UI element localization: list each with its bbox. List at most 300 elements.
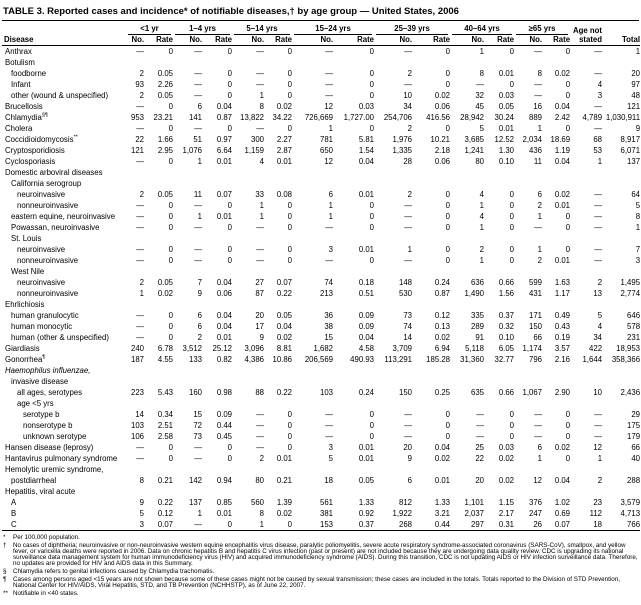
- value-cell: —: [594, 256, 603, 265]
- value-cell: 300: [251, 135, 265, 144]
- value-cell: 796: [529, 355, 543, 364]
- value-cell: 18.69: [550, 135, 571, 144]
- value-cell: [232, 398, 264, 409]
- value-cell: 13,822: [240, 113, 265, 122]
- footnote-item: [2, 591, 639, 597]
- value-cell: 25.12: [212, 344, 233, 353]
- value-cell: —: [136, 443, 144, 452]
- age-group-header-row: [2, 22, 640, 35]
- value-cell: —: [136, 157, 144, 166]
- value-cell: 150: [529, 322, 543, 331]
- value-cell: 599: [529, 278, 543, 287]
- value-cell: 48: [631, 91, 641, 100]
- value-cell: 0.01: [276, 157, 293, 166]
- value-cell: [173, 57, 202, 68]
- value-cell: 2: [197, 333, 202, 342]
- value-cell: 0: [565, 47, 571, 56]
- value-cell: 490.93: [350, 355, 375, 364]
- value-cell: 1: [328, 201, 334, 210]
- value-cell: [602, 486, 640, 497]
- value-cell: 66: [533, 333, 543, 342]
- value-cell: 0.01: [276, 454, 293, 463]
- value-cell: 0.04: [358, 157, 375, 166]
- value-cell: [602, 167, 640, 178]
- value-cell: [412, 178, 450, 189]
- value-cell: [126, 398, 144, 409]
- disease-label: California serogroup: [11, 179, 82, 188]
- value-cell: 1.56: [498, 289, 515, 298]
- value-cell: 1,644: [582, 355, 603, 364]
- footnote-item: [2, 543, 639, 567]
- section-header-row: [2, 233, 640, 244]
- value-cell: 4.55: [157, 355, 173, 364]
- value-cell: 0.02: [554, 190, 571, 199]
- value-cell: [126, 57, 144, 68]
- value-cell: —: [136, 322, 144, 331]
- value-cell: 6: [537, 443, 543, 452]
- value-cell: 206,569: [304, 355, 334, 364]
- value-cell: 0.01: [554, 201, 571, 210]
- value-cell: 6.64: [216, 146, 233, 155]
- value-cell: [484, 376, 514, 387]
- value-cell: 1.30: [498, 146, 515, 155]
- value-cell: 16: [533, 102, 543, 111]
- value-cell: [232, 365, 264, 376]
- value-cell: [202, 57, 232, 68]
- table-row: [2, 288, 640, 299]
- value-cell: 2: [537, 201, 543, 210]
- value-cell: [570, 299, 602, 310]
- value-cell: —: [325, 47, 334, 56]
- value-cell: [173, 178, 202, 189]
- value-cell: 106: [130, 432, 144, 441]
- value-cell: 6: [197, 322, 202, 331]
- value-cell: [602, 299, 640, 310]
- value-cell: [514, 464, 542, 475]
- no-column-header: No.: [450, 35, 484, 46]
- value-cell: [450, 299, 484, 310]
- value-cell: —: [256, 421, 265, 430]
- value-cell: 1,067: [522, 388, 543, 397]
- value-cell: 0: [287, 520, 293, 529]
- value-cell: 0: [445, 421, 451, 430]
- value-cell: 13: [593, 289, 603, 298]
- value-cell: 0.07: [554, 520, 571, 529]
- value-cell: [126, 178, 144, 189]
- value-cell: 12: [593, 443, 603, 452]
- section-header-row: [2, 57, 640, 68]
- value-cell: 1: [479, 47, 485, 56]
- table-row: [2, 101, 640, 112]
- value-cell: 45: [475, 102, 485, 111]
- age-group-label: ≥65 yrs: [516, 24, 568, 35]
- value-cell: 0.45: [216, 432, 233, 441]
- value-cell: [264, 167, 292, 178]
- disease-label: C: [11, 520, 17, 529]
- table-row: [2, 475, 640, 486]
- value-cell: 38: [324, 322, 334, 331]
- value-cell: 11: [193, 190, 202, 199]
- value-cell: 12: [324, 157, 334, 166]
- value-cell: [484, 398, 514, 409]
- value-cell: [144, 365, 173, 376]
- value-cell: [264, 464, 292, 475]
- value-cell: 0.66: [498, 278, 515, 287]
- value-cell: 51: [193, 135, 202, 144]
- value-cell: 288: [627, 476, 641, 485]
- value-cell: 15: [324, 333, 334, 342]
- value-cell: 4.58: [358, 344, 375, 353]
- value-cell: 91: [475, 333, 485, 342]
- disease-label: nonneuroinvasive: [17, 201, 79, 210]
- value-cell: 889: [529, 113, 543, 122]
- value-cell: 14: [403, 333, 413, 342]
- value-cell: [374, 464, 412, 475]
- disease-label: Cyclosporiasis: [5, 157, 56, 166]
- value-cell: 0.51: [358, 289, 375, 298]
- value-cell: 635: [471, 388, 485, 397]
- value-cell: 0.09: [358, 311, 375, 320]
- value-cell: 112: [589, 509, 603, 518]
- value-cell: 0: [369, 212, 375, 221]
- value-cell: 0.49: [554, 311, 571, 320]
- value-cell: 6: [197, 311, 202, 320]
- value-cell: 1,335: [392, 146, 413, 155]
- value-cell: —: [404, 256, 413, 265]
- value-cell: —: [256, 256, 265, 265]
- value-cell: 1: [597, 157, 603, 166]
- value-cell: 2.17: [498, 509, 515, 518]
- value-cell: 0: [227, 223, 233, 232]
- value-cell: 32.77: [494, 355, 515, 364]
- value-cell: —: [256, 80, 265, 89]
- disease-label: Chlamydia§¶: [5, 112, 48, 122]
- value-cell: 0: [445, 80, 451, 89]
- value-cell: —: [594, 432, 603, 441]
- value-cell: [232, 167, 264, 178]
- value-cell: —: [194, 80, 202, 89]
- value-cell: —: [194, 201, 202, 210]
- value-cell: 0: [287, 201, 293, 210]
- footnote-text: Per 100,000 population.: [13, 534, 80, 541]
- value-cell: 137: [627, 157, 641, 166]
- value-cell: 148: [399, 278, 413, 287]
- value-cell: 0.05: [157, 190, 173, 199]
- value-cell: 381: [320, 509, 334, 518]
- value-cell: 33: [255, 190, 265, 199]
- value-cell: —: [194, 256, 202, 265]
- value-cell: 0: [509, 190, 515, 199]
- value-cell: 0.01: [434, 476, 451, 485]
- value-cell: 6: [328, 190, 334, 199]
- value-cell: —: [404, 47, 413, 56]
- value-cell: —: [404, 410, 413, 419]
- disease-label: Brucellosis: [5, 102, 43, 111]
- value-cell: 0: [287, 124, 293, 133]
- value-cell: [126, 486, 144, 497]
- value-cell: —: [194, 223, 202, 232]
- value-cell: 0: [287, 421, 293, 430]
- value-cell: —: [136, 333, 144, 342]
- section-header-row: [2, 178, 640, 189]
- value-cell: 376: [529, 498, 543, 507]
- value-cell: [542, 464, 570, 475]
- disease-label: Hantavirus pulmonary syndrome: [5, 454, 118, 463]
- table-row: [2, 79, 640, 90]
- value-cell: 0: [227, 91, 233, 100]
- value-cell: 0.02: [498, 454, 515, 463]
- value-cell: [514, 486, 542, 497]
- disease-label: nonserotype b: [23, 421, 73, 430]
- value-cell: [602, 57, 640, 68]
- value-cell: [173, 299, 202, 310]
- value-cell: 0: [369, 432, 375, 441]
- value-cell: [292, 376, 333, 387]
- value-cell: 953: [130, 113, 144, 122]
- value-cell: [202, 398, 232, 409]
- value-cell: [126, 464, 144, 475]
- value-cell: [374, 266, 412, 277]
- value-cell: —: [594, 223, 603, 232]
- value-cell: —: [534, 80, 543, 89]
- footnote-marker: **: [73, 134, 78, 141]
- value-cell: 2: [597, 476, 603, 485]
- value-cell: —: [194, 124, 202, 133]
- value-cell: 0.04: [216, 278, 233, 287]
- section-header-row: [2, 376, 640, 387]
- value-cell: 12: [533, 476, 543, 485]
- disease-label: Botulism: [5, 58, 35, 67]
- value-cell: 0: [509, 47, 515, 56]
- value-cell: 20: [403, 443, 413, 452]
- value-cell: —: [476, 410, 485, 419]
- value-cell: [570, 365, 602, 376]
- value-cell: 1,922: [392, 509, 413, 518]
- value-cell: [144, 178, 173, 189]
- value-cell: 87: [255, 289, 265, 298]
- value-cell: 5: [597, 311, 603, 320]
- value-cell: [202, 167, 232, 178]
- value-cell: [412, 376, 450, 387]
- age-group-header: [126, 22, 173, 35]
- value-cell: 1: [537, 245, 543, 254]
- value-cell: [202, 266, 232, 277]
- disease-label: neuroinvasive: [17, 245, 66, 254]
- value-cell: [264, 299, 292, 310]
- value-cell: 0.01: [498, 124, 515, 133]
- value-cell: [144, 398, 173, 409]
- value-cell: 1,727.00: [343, 113, 375, 122]
- value-cell: [292, 464, 333, 475]
- value-cell: 28,942: [460, 113, 485, 122]
- value-cell: 2.58: [157, 432, 173, 441]
- value-cell: 268: [399, 520, 413, 529]
- value-cell: 5.81: [358, 135, 375, 144]
- value-cell: 9: [259, 333, 265, 342]
- value-cell: [542, 57, 570, 68]
- value-cell: 25: [475, 443, 485, 452]
- value-cell: 636: [471, 278, 485, 287]
- value-cell: 0: [445, 256, 451, 265]
- value-cell: 9: [635, 124, 641, 133]
- disease-label: Coccidioidomycosis**: [5, 134, 78, 144]
- value-cell: [450, 167, 484, 178]
- value-cell: [570, 167, 602, 178]
- value-cell: 0: [369, 256, 375, 265]
- disease-label: invasive disease: [11, 377, 69, 386]
- value-cell: [412, 365, 450, 376]
- value-cell: 0.07: [216, 190, 233, 199]
- value-cell: 1: [259, 201, 265, 210]
- value-cell: 0: [227, 47, 233, 56]
- value-cell: [264, 178, 292, 189]
- value-cell: [202, 464, 232, 475]
- value-cell: 153: [320, 520, 334, 529]
- value-cell: 27: [255, 278, 265, 287]
- value-cell: —: [594, 102, 603, 111]
- disease-label: serotype b: [23, 410, 60, 419]
- value-cell: 0.09: [358, 322, 375, 331]
- value-cell: 335: [471, 311, 485, 320]
- value-cell: 0.87: [216, 113, 233, 122]
- value-cell: 578: [627, 322, 641, 331]
- value-cell: [202, 233, 232, 244]
- value-cell: 0.37: [498, 311, 515, 320]
- disease-label: Cholera: [5, 124, 33, 133]
- value-cell: 3: [635, 256, 641, 265]
- value-cell: 3,096: [244, 344, 265, 353]
- value-cell: 1.33: [358, 498, 375, 507]
- value-cell: 0.07: [276, 278, 293, 287]
- value-cell: 1,101: [464, 498, 485, 507]
- value-cell: 6.05: [498, 344, 515, 353]
- value-cell: 6,071: [620, 146, 641, 155]
- value-cell: —: [594, 69, 603, 78]
- value-cell: 2.51: [157, 421, 173, 430]
- value-cell: 31,360: [460, 355, 485, 364]
- value-cell: 5.43: [157, 388, 173, 397]
- value-cell: 0: [369, 80, 375, 89]
- value-cell: 74: [324, 278, 334, 287]
- value-cell: [570, 486, 602, 497]
- value-cell: 133: [188, 355, 202, 364]
- value-cell: 1.39: [276, 498, 293, 507]
- value-cell: 1: [259, 520, 265, 529]
- value-cell: [542, 376, 570, 387]
- value-cell: [484, 486, 514, 497]
- value-cell: 2: [139, 278, 144, 287]
- value-cell: 0: [369, 201, 375, 210]
- value-cell: 7: [635, 245, 641, 254]
- section-header-row: [2, 299, 640, 310]
- value-cell: 5: [328, 454, 334, 463]
- value-cell: —: [136, 311, 144, 320]
- value-cell: 2: [479, 245, 485, 254]
- value-cell: 34: [403, 102, 413, 111]
- value-cell: [144, 299, 173, 310]
- value-cell: —: [325, 69, 334, 78]
- value-cell: 0.10: [498, 333, 515, 342]
- value-cell: 0: [445, 124, 451, 133]
- value-cell: —: [594, 421, 603, 430]
- value-cell: [126, 299, 144, 310]
- value-cell: 0: [227, 201, 233, 210]
- value-cell: 0: [287, 432, 293, 441]
- value-cell: [542, 233, 570, 244]
- value-cell: [602, 266, 640, 277]
- value-cell: 2: [407, 190, 413, 199]
- value-cell: 0: [287, 91, 293, 100]
- value-cell: 6.78: [157, 344, 173, 353]
- value-cell: 1.15: [498, 498, 515, 507]
- value-cell: [602, 464, 640, 475]
- value-cell: [374, 167, 412, 178]
- value-cell: 1: [197, 509, 202, 518]
- value-cell: —: [404, 80, 413, 89]
- table-row: [2, 321, 640, 332]
- value-cell: —: [136, 201, 144, 210]
- value-cell: [292, 178, 333, 189]
- value-cell: 179: [627, 432, 641, 441]
- value-cell: 10.86: [272, 355, 293, 364]
- value-cell: 0.04: [216, 311, 233, 320]
- value-cell: —: [136, 245, 144, 254]
- footnote-marker: †: [3, 542, 7, 549]
- value-cell: 9: [139, 498, 144, 507]
- value-cell: 0.08: [276, 190, 293, 199]
- value-cell: 187: [130, 355, 144, 364]
- value-cell: [202, 365, 232, 376]
- value-cell: —: [194, 91, 202, 100]
- value-cell: 0.19: [554, 333, 571, 342]
- value-cell: [374, 299, 412, 310]
- value-cell: 4: [597, 322, 603, 331]
- value-cell: 80: [255, 476, 265, 485]
- footnote-text: Chlamydia refers to genital infections caused by Chlamydia trachomatis.: [13, 568, 215, 575]
- value-cell: 0.01: [498, 69, 515, 78]
- value-cell: 0.01: [358, 245, 375, 254]
- value-cell: 5,118: [465, 344, 485, 353]
- value-cell: —: [325, 410, 334, 419]
- value-cell: [450, 464, 484, 475]
- value-cell: 0.02: [276, 102, 293, 111]
- value-cell: —: [404, 212, 413, 221]
- value-cell: 18: [324, 476, 334, 485]
- age-group-label: 15–24 yrs: [294, 24, 372, 35]
- value-cell: 436: [529, 146, 543, 155]
- rate-column-header: Rate: [412, 35, 450, 46]
- disease-label: age <5 yrs: [17, 399, 54, 408]
- disease-label: other (wound & unspecified): [11, 91, 109, 100]
- value-cell: [374, 398, 412, 409]
- value-cell: 1: [635, 223, 641, 232]
- disease-label: postdiarrheal: [11, 476, 57, 485]
- value-cell: [292, 299, 333, 310]
- value-cell: 2,034: [522, 135, 543, 144]
- value-cell: 0.04: [216, 102, 233, 111]
- value-cell: 0.02: [434, 454, 451, 463]
- value-cell: 416.56: [426, 113, 451, 122]
- value-cell: 0.02: [434, 333, 451, 342]
- value-cell: 171: [529, 311, 543, 320]
- value-cell: —: [194, 443, 202, 452]
- value-cell: 0.31: [498, 520, 515, 529]
- value-cell: 0: [509, 212, 515, 221]
- age-group-label: 1–4 yrs: [175, 24, 230, 35]
- value-cell: 1,976: [392, 135, 413, 144]
- value-cell: 2: [259, 454, 265, 463]
- value-cell: 3: [139, 520, 144, 529]
